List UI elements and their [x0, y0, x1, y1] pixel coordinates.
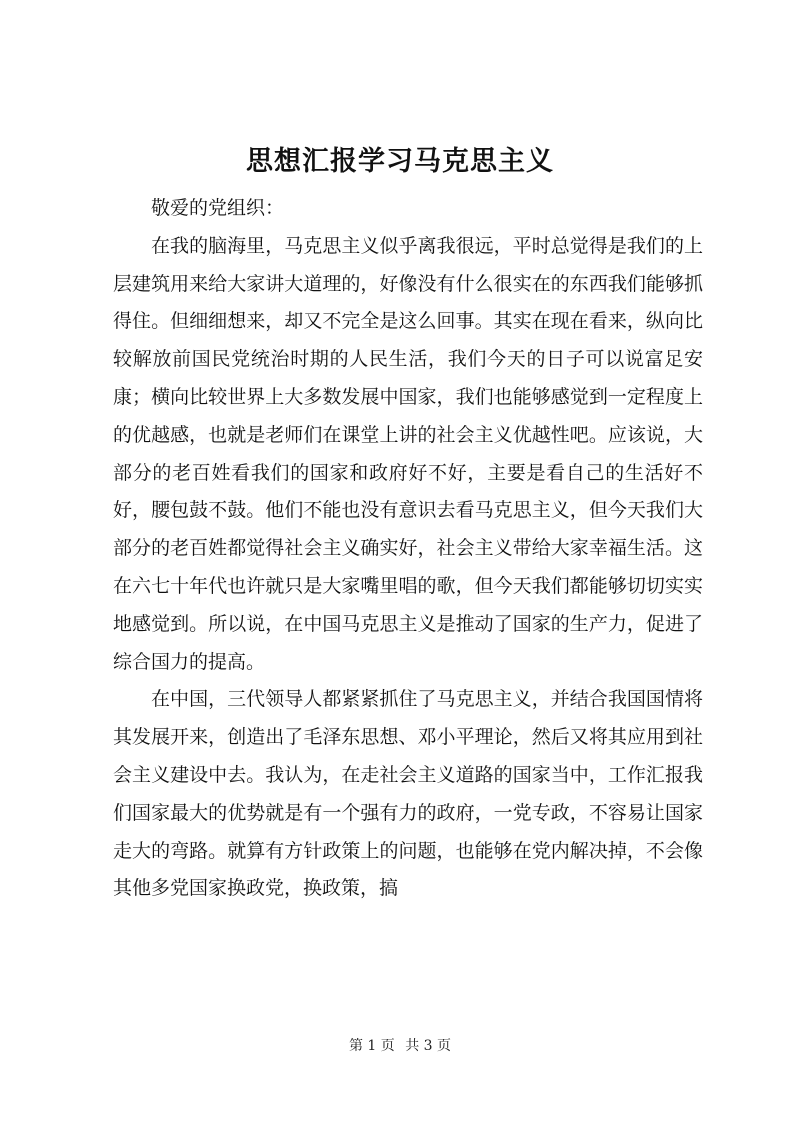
page-number: 第 1 页: [348, 1038, 395, 1054]
page-footer: [0, 1036, 800, 1056]
document-body: [113, 190, 703, 908]
document-title: 思想汇报学习马克思主义: [246, 146, 554, 177]
paragraph-1: 在我的脑海里，马克思主义似乎离我很远，平时总觉得是我们的上层建筑用来给大家讲大道理的，好像没有什么很实在的东西我们能够抓得住。但细细想来，却又不完全是这么回事。其实在现在看来，纵向比较解放前国民党统治时期的人民生活，我们今天的日子可以说富足安康；横向比较世界上大多数发展中国家，我们也能够感觉到一定程度上的优越感，也就是老师们在课堂上讲的社会主义优越性吧。应该说，大部分的老百姓看我们的国家和政府好不好，主要是看自己的生活好不好，腰包鼓不鼓。他们不能也没有意识去看马克思主义，但今天我们大部分的老百姓都觉得社会主义确实好，社会主义带给大家幸福生活。这在六七十年代也许就只是大家嘴里唱的歌，但今天我们都能够切切实实地感觉到。所以说，在中国马克思主义是推动了国家的生产力，促进了综合国力的提高。: [113, 234, 703, 673]
page-total: 共 3 页: [405, 1038, 452, 1054]
salutation: 敬爱的党组织：: [151, 197, 285, 219]
paragraph-2: 在中国，三代领导人都紧紧抓住了马克思主义，并结合我国国情将其发展开来，创造出了毛泽东思想、邓小平理论，然后又将其应用到社会主义建设中去。我认为，在走社会主义道路的国家当中，工作汇报我们国家最大的优势就是有一个强有力的政府，一党专政，不容易让国家走大的弯路。就算有方针政策上的问题，也能够在党内解决掉，不会像其他多党国家换政党，换政策，搞: [113, 688, 703, 900]
